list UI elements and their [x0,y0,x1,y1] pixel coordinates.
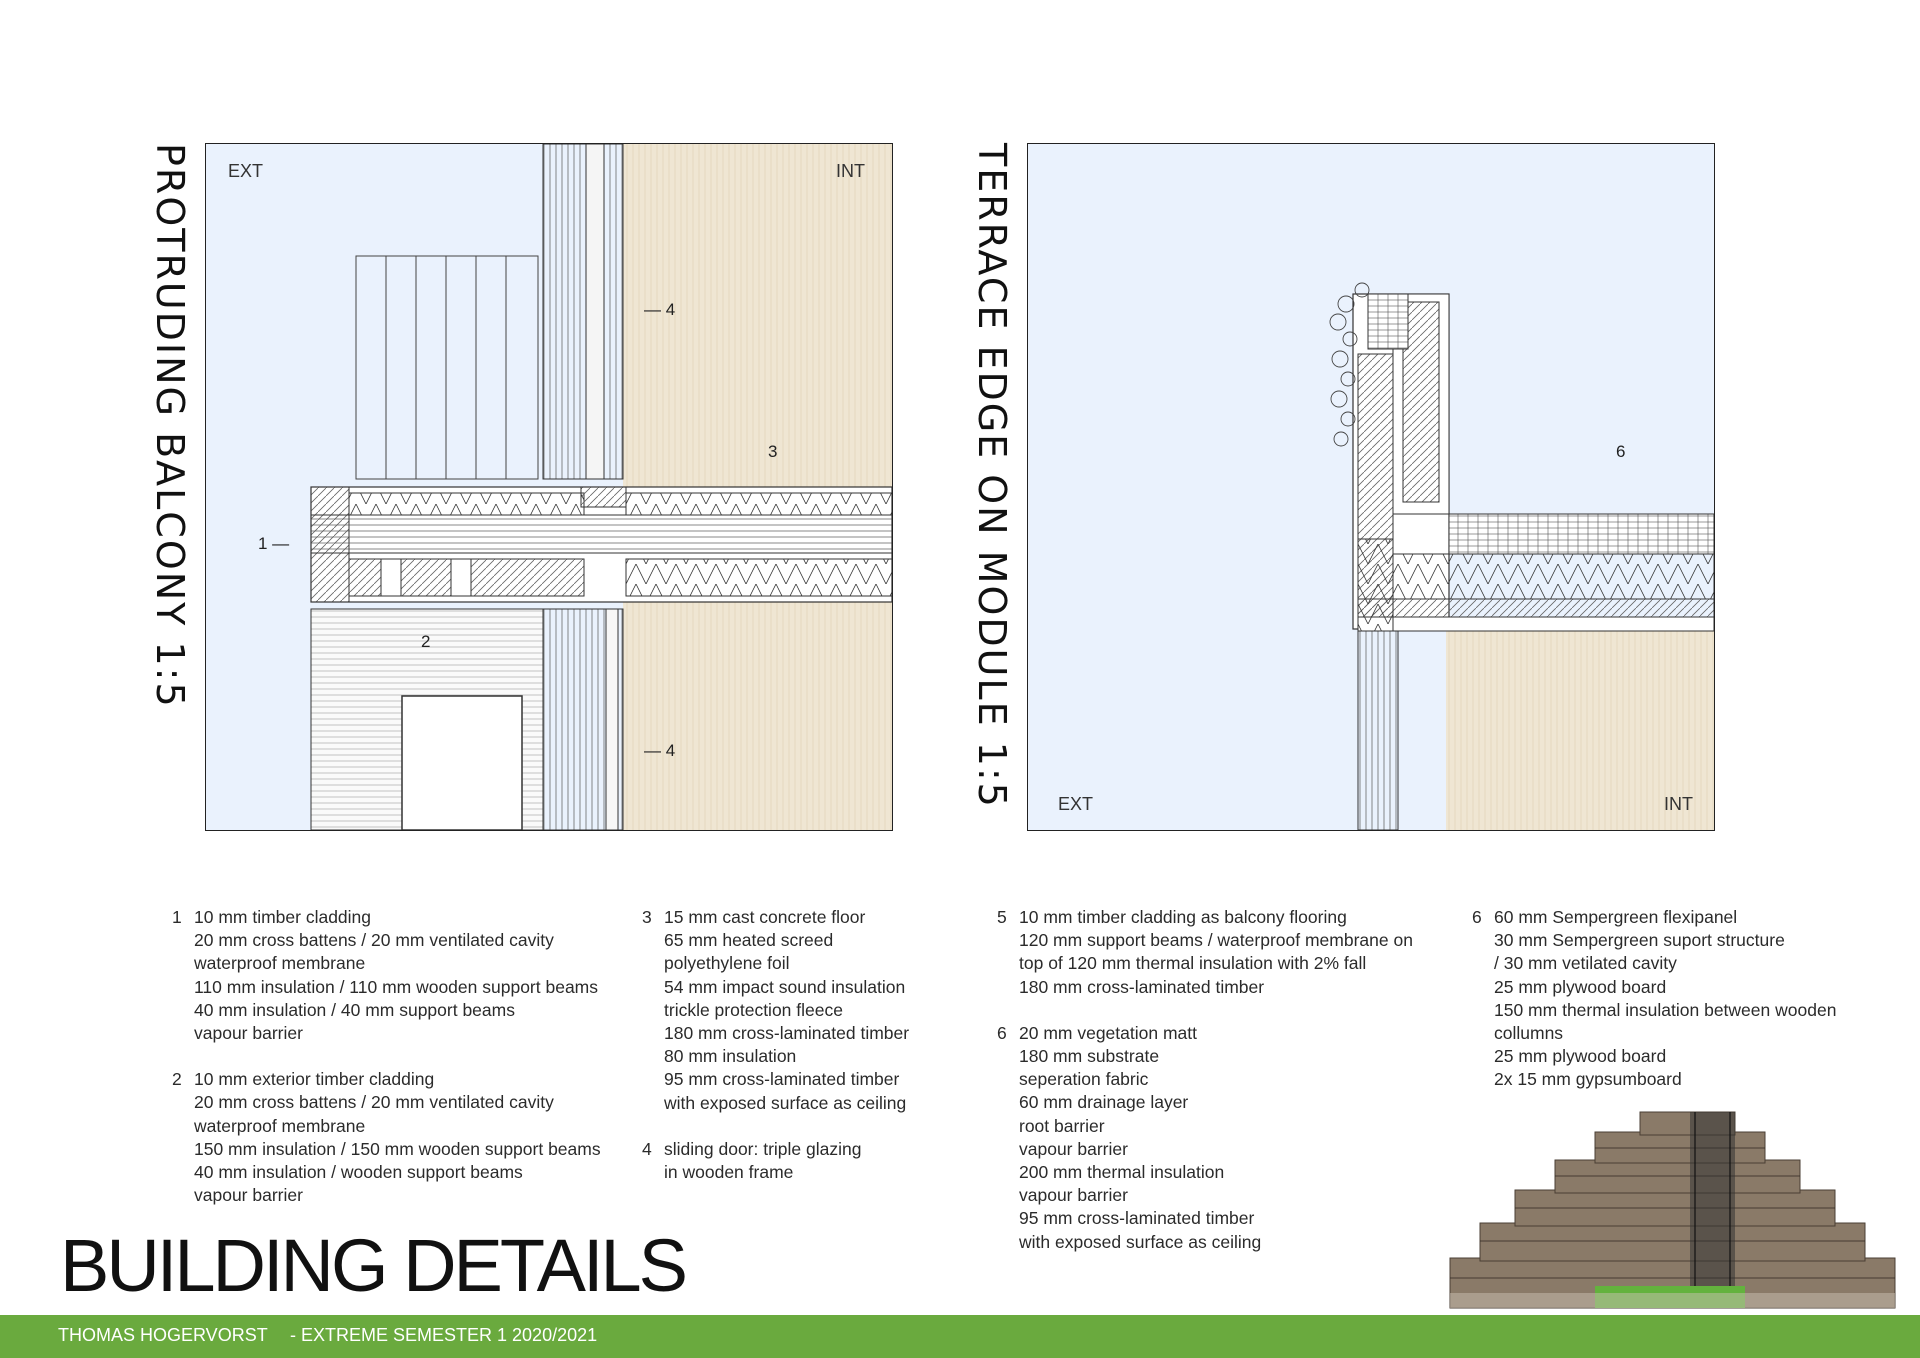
note-3 [642,906,909,1115]
note-number: 1 [172,907,182,927]
note-number: 6 [997,1022,1007,1043]
protruding-balcony-drawing [205,143,893,831]
note-6-roof [997,1022,1413,1254]
note-number: 3 [642,907,652,927]
note-6-wall [1472,906,1836,1092]
right-ext-label: EXT [1058,794,1094,814]
note-line: 54 mm impact sound insulation [664,976,906,997]
note-line: 80 mm insulation [664,1046,797,1067]
note-line: 20 mm cross battens / 20 mm ventilated cavity [194,1092,554,1113]
note-line: 40 mm insulation / wooden support beams [194,1162,523,1183]
note-number: 2 [172,1069,182,1090]
left-panel-title: PROTRUDING BALCONY 1:5 [148,143,192,709]
note-line: / 30 mm vetilated cavity [1494,953,1677,974]
right-int-label: INT [1664,794,1693,814]
footer-bar [0,1315,1920,1358]
note-line: root barrier [1019,1115,1105,1136]
balcony-section-svg [206,144,892,830]
left-ext-label: EXT [228,161,264,181]
note-line: 200 mm thermal insulation [1019,1162,1225,1183]
callout-2: 2 [421,632,431,651]
notes-column-2 [642,906,909,1207]
note-line: 15 mm cast concrete floor [664,907,866,927]
note-line: with exposed surface as ceiling [664,1092,907,1113]
building-rendering [1445,1108,1900,1313]
notes-column-1 [172,906,601,1230]
note-line: 95 mm cross-laminated timber [1019,1208,1255,1229]
callout-4-bottom: — 4 [644,741,676,760]
note-line: waterproof membrane [194,953,366,974]
note-line: 150 mm thermal insulation between wooden [1494,999,1837,1020]
left-int-label: INT [836,161,865,181]
note-line: sliding door: triple glazing [664,1138,862,1159]
note-1 [172,906,601,1045]
note-line: 60 mm drainage layer [1019,1092,1189,1113]
note-line: vapour barrier [1019,1185,1128,1206]
note-line: 60 mm Sempergreen flexipanel [1494,907,1738,927]
note-line: 110 mm insulation / 110 mm wooden support beams [194,976,599,997]
terrace-section-svg [1028,144,1714,830]
note-line: 180 mm cross-laminated timber [664,1023,910,1044]
note-line: 10 mm timber cladding as balcony flooring [1019,907,1347,927]
note-number: 4 [642,1138,652,1159]
note-line: 10 mm exterior timber cladding [194,1069,435,1090]
note-line: collumns [1494,1023,1564,1044]
note-line: 25 mm plywood board [1494,1046,1667,1067]
note-line: 180 mm cross-laminated timber [1019,976,1265,997]
note-line: 120 mm support beams / waterproof membrane on [1019,930,1413,951]
right-panel-title: TERRACE EDGE ON MODULE 1:5 [970,143,1014,809]
note-2 [172,1068,601,1207]
note-line: 2x 15 mm gypsumboard [1494,1069,1682,1090]
footer-course: - EXTREME SEMESTER 1 2020/2021 [290,1325,598,1345]
note-line: polyethylene foil [664,953,790,974]
note-line: 95 mm cross-laminated timber [664,1069,900,1090]
note-line: seperation fabric [1019,1069,1149,1090]
notes-column-4 [1472,906,1836,1115]
terrace-edge-drawing [1027,143,1715,831]
note-line: top of 120 mm thermal insulation with 2% fall [1019,953,1367,974]
note-line: 10 mm timber cladding [194,907,372,927]
note-line: in wooden frame [664,1162,794,1183]
note-4 [642,1138,909,1184]
notes-column-3 [997,906,1413,1277]
note-line: trickle protection fleece [664,999,843,1020]
note-number: 5 [997,907,1007,927]
note-line: 150 mm insulation / 150 mm wooden support beams [194,1138,601,1159]
note-number: 6 [1472,907,1482,927]
callout-4-top: — 4 [644,300,676,319]
note-line: 40 mm insulation / 40 mm support beams [194,999,515,1020]
note-line: waterproof membrane [194,1115,366,1136]
note-line: 180 mm substrate [1019,1046,1160,1067]
note-line: vapour barrier [194,1023,303,1044]
note-line: 20 mm vegetation matt [1019,1022,1197,1043]
callout-6: 6 [1616,442,1626,461]
note-line: 30 mm Sempergreen suport structure [1494,930,1785,951]
note-line: 20 mm cross battens / 20 mm ventilated cavity [194,930,554,951]
callout-3: 3 [768,442,778,461]
note-line: 65 mm heated screed [664,930,834,951]
note-line: vapour barrier [1019,1138,1128,1159]
note-line: with exposed surface as ceiling [1019,1231,1262,1252]
footer-author: THOMAS HOGERVORST [58,1325,268,1345]
note-line: vapour barrier [194,1185,303,1206]
callout-1: 1 — [258,534,290,553]
page-title: BUILDING DETAILS [60,1224,686,1307]
note-5 [997,906,1413,999]
note-line: 25 mm plywood board [1494,976,1667,997]
